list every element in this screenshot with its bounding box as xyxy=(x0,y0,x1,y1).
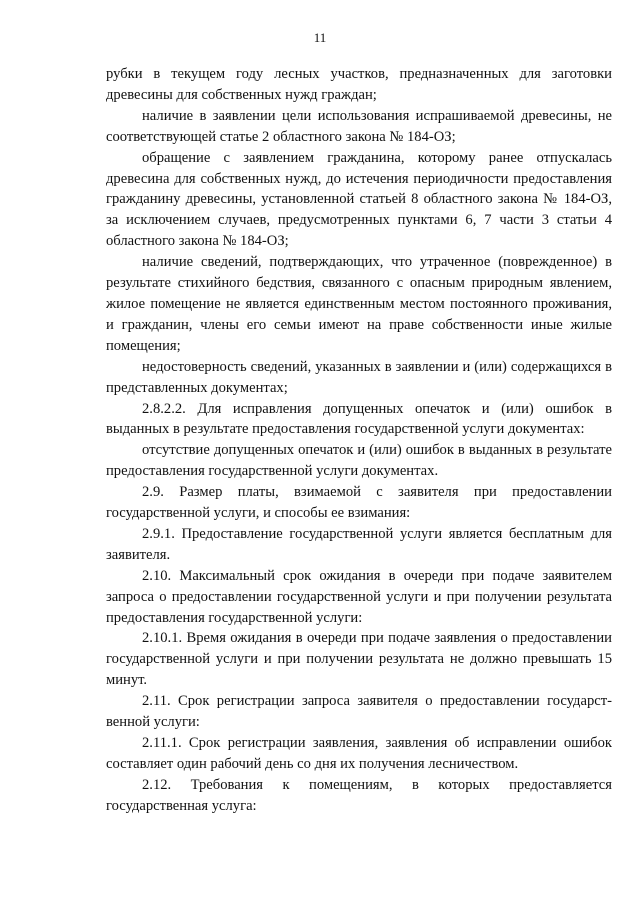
paragraph-refusal-housing: наличие сведений, подтверждающих, что утраченное (поврежденное) в результате стихийного бедствия, связанного с опасным природным явлением, жилое помещение не является единственным местом постоянного проживания, и гражданин, члены его семьи имеют на праве собственности иные жилые помещения; xyxy=(106,254,612,354)
paragraph-2-11: 2.11. Срок регистрации запроса заявителя о предоставлении государственной услуги: xyxy=(106,693,612,731)
page-number: 11 xyxy=(313,30,327,45)
paragraph-refusal-unreliable-data: недостоверность сведений, указанных в заявлении и (или) содержащихся в представленных документах; xyxy=(106,358,612,396)
paragraph-refusal-purpose: наличие в заявлении цели использования испрашиваемой древесины, не соответствующей статье 2 областного закона № 184-ОЗ; xyxy=(106,107,612,145)
paragraph-2-10-1: 2.10.1. Время ожидания в очереди при подаче заявления о предоставлении государственной услуги и при получении результата не должно превышать 15 минут. xyxy=(106,630,612,689)
paragraph-2-9-1: 2.9.1. Предоставление государственной услуги является бесплатным для заявителя. xyxy=(106,525,612,563)
paragraph-2-12: 2.12. Требования к помещениям, в которых предоставляется государственная услуга: xyxy=(106,776,612,814)
document-body xyxy=(106,64,612,817)
paragraph-2-11-1: 2.11.1. Срок регистрации заявления, заявления об исправлении ошибок составляет один рабочий день со дня их получения лесничеством. xyxy=(106,735,612,772)
paragraph-no-errors: отсутствие допущенных опечаток и (или) ошибок в выданных в результате предоставления государственной услуги документах. xyxy=(106,442,612,480)
paragraph-2-10: 2.10. Максимальный срок ожидания в очереди при подаче заявителем запроса о предоставлении государственной услуги и при получении результата предоставления государственной услуги: xyxy=(106,567,612,626)
paragraph-2-9: 2.9. Размер платы, взимаемой с заявителя при предоставлении государственной услуги, и способы ее взимания: xyxy=(106,484,612,522)
paragraph-continuation: рубки в текущем году лесных участков, предназначенных для заготовки древесины для собственных нужд граждан; xyxy=(106,66,612,103)
paragraph-refusal-periodicity: обращение с заявлением гражданина, которому ранее отпускалась древесина для собственных нужд, до истечения периодичности предоставления гражданину древесины, установленной статьей 8 областного закона № 184-ОЗ, за исключением случаев, предусмотренных пунктами 6, 7 части 3 статьи 4 областного закона № 184-ОЗ; xyxy=(106,149,612,250)
paragraph-2-8-2-2: 2.8.2.2. Для исправления допущенных опечаток и (или) ошибок в выданных в результате предоставления государственной услуги документах: xyxy=(106,400,612,438)
